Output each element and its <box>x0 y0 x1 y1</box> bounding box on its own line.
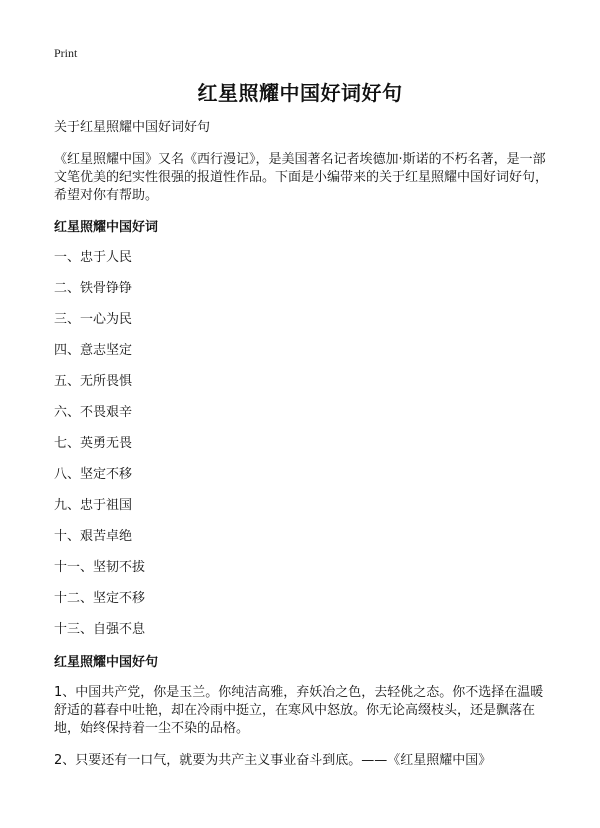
list-item: 十三、自强不息 <box>54 622 146 637</box>
list-item: 五、无所畏惧 <box>54 374 133 389</box>
list-item: 十、艰苦卓绝 <box>54 529 133 544</box>
sentence-paragraph: 2、只要还有一口气，就要为共产主义事业奋斗到底。——《红星照耀中国》 <box>54 753 492 768</box>
article-body <box>54 119 548 784</box>
sentence-paragraph: 1、中国共产党，你是玉兰。你纯洁高雅，弃妖冶之色，去轻佻之态。你不选择在温暖舒适的暮春中吐艳，却在冷雨中挺立，在寒风中怒放。你无论高缀枝头，还是飘落在地，始终保持着一尘不染的品格。 <box>54 685 544 736</box>
intro-paragraph: 《红星照耀中国》又名《西行漫记》，是美国著名记者埃德加·斯诺的不朽名著，是一部文笔优美的纪实性很强的报道性作品。下面是小编带来的关于红星照耀中国好词好句，希望对你有帮助。 <box>54 152 549 203</box>
list-item: 二、铁骨铮铮 <box>54 281 133 296</box>
list-item: 九、忠于祖国 <box>54 498 133 513</box>
list-item: 十二、坚定不移 <box>54 591 146 606</box>
list-item: 一、忠于人民 <box>54 250 133 265</box>
list-item: 六、不畏艰辛 <box>54 405 133 420</box>
print-link[interactable]: Print <box>54 46 78 60</box>
words-section-heading: 红星照耀中国好词 <box>54 220 159 235</box>
article-subtitle: 关于红星照耀中国好词好句 <box>54 120 211 135</box>
list-item: 十一、坚韧不拔 <box>54 560 146 575</box>
list-item: 四、意志坚定 <box>54 343 133 358</box>
sentences-section-heading: 红星照耀中国好句 <box>54 655 159 670</box>
list-item: 三、一心为民 <box>54 312 133 327</box>
good-words-list <box>54 249 548 652</box>
list-item: 八、坚定不移 <box>54 467 133 482</box>
list-item: 七、英勇无畏 <box>54 436 133 451</box>
page-title: 红星照耀中国好词好句 <box>197 81 403 105</box>
